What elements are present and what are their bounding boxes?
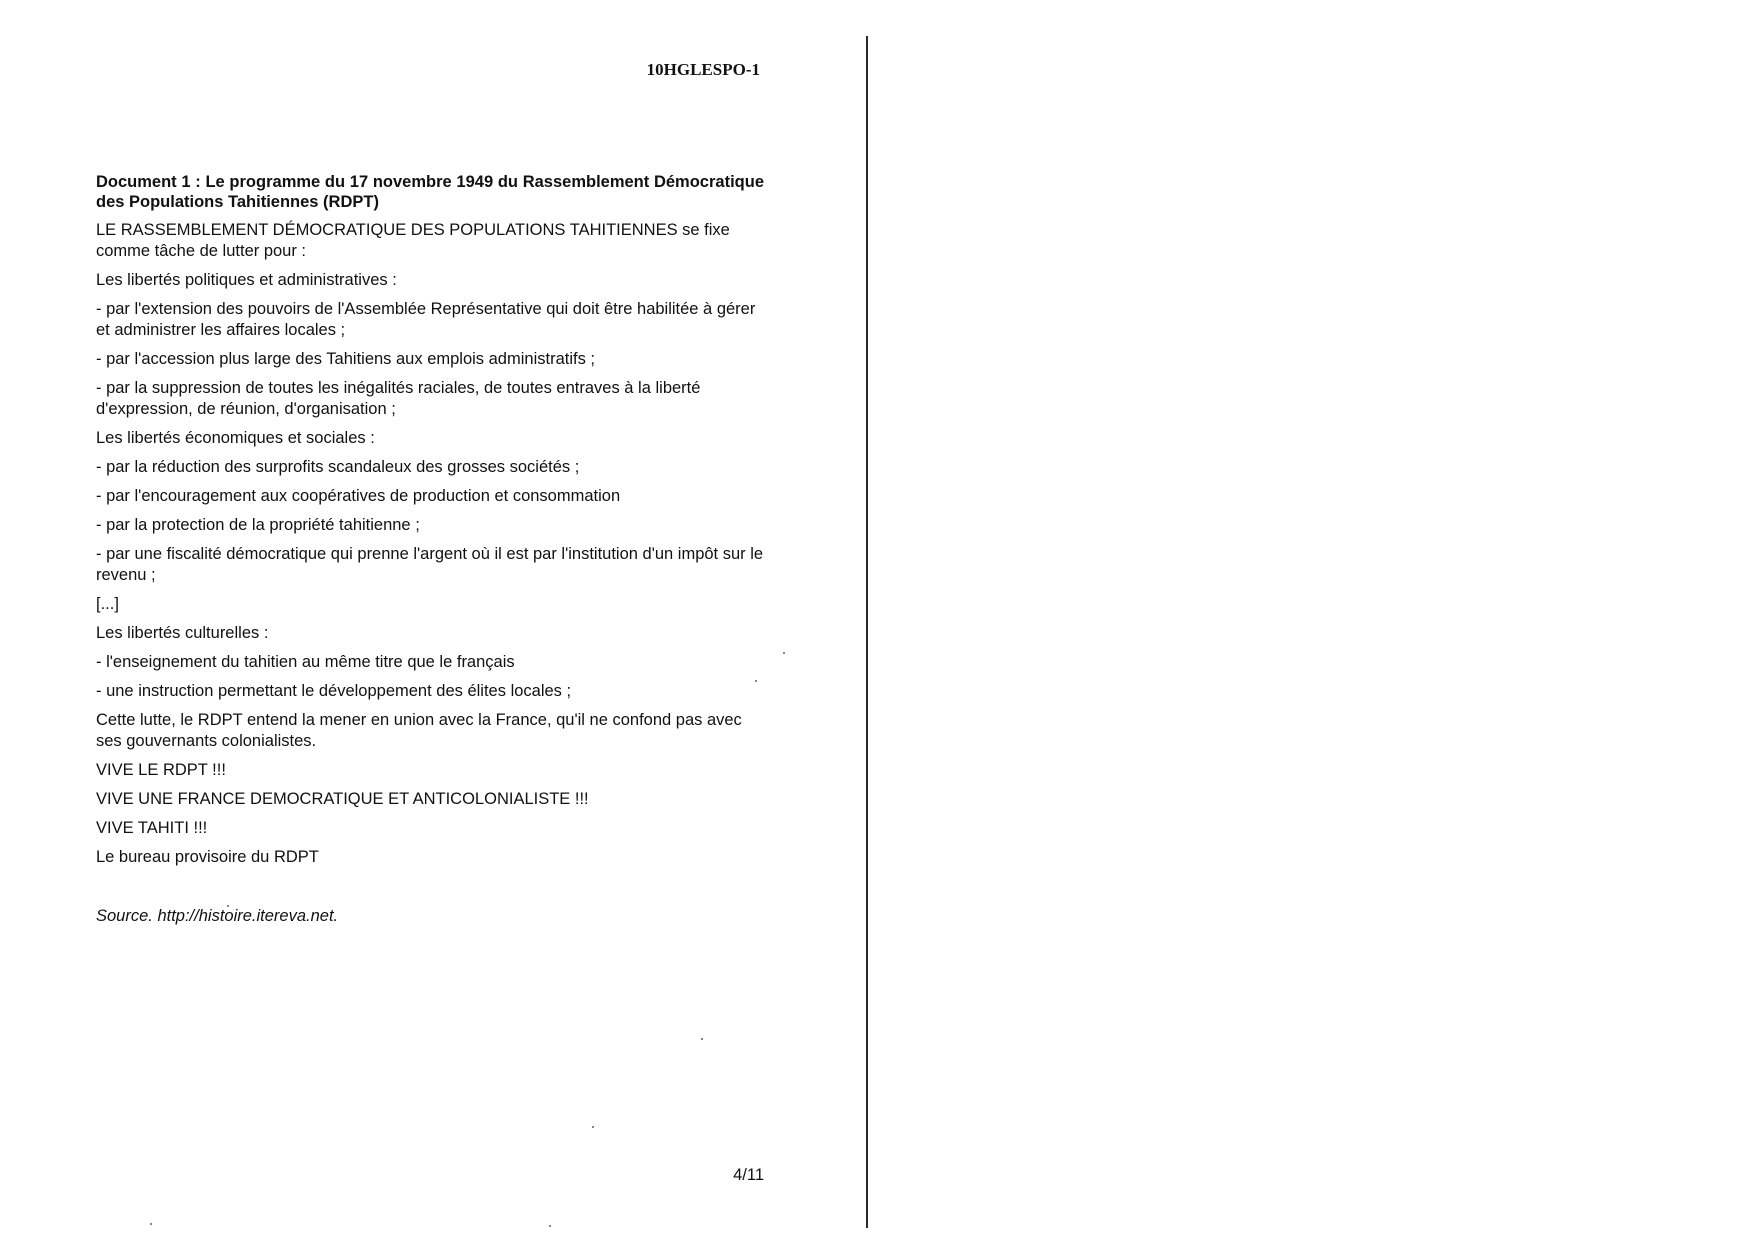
list-item: - par l'encouragement aux coopératives de production et consommation [96, 487, 621, 505]
ellipsis: [...] [96, 595, 119, 613]
document-title: Document 1 : Le programme du 17 novembre 1949 du Rassemblement Démocratique des Populations Tahitiennes (RDPT) [96, 173, 764, 211]
heading-political-freedoms: Les libertés politiques et administratives : [96, 271, 397, 289]
scan-speck [783, 652, 785, 654]
scan-speck [755, 680, 757, 682]
source-citation: Source. http://histoire.itereva.net. [96, 907, 339, 925]
list-item: - l'enseignement du tahitien au même titre que le français [96, 653, 515, 671]
heading-cultural-freedoms: Les libertés culturelles : [96, 624, 269, 642]
scan-speck [592, 1126, 594, 1128]
list-item: - par l'extension des pouvoirs de l'Assemblée Représentative qui doit être habilitée à gérer et administrer les affaires locales ; [96, 300, 756, 339]
scan-speck [150, 1223, 152, 1225]
scan-speck [227, 905, 229, 907]
list-item: - par la protection de la propriété tahitienne ; [96, 516, 420, 534]
signature: Le bureau provisoire du RDPT [96, 848, 319, 866]
scan-speck [701, 1038, 703, 1040]
heading-economic-freedoms: Les libertés économiques et sociales : [96, 429, 375, 447]
scan-speck [549, 1225, 551, 1227]
list-item: - par l'accession plus large des Tahitiens aux emplois administratifs ; [96, 350, 595, 368]
list-item: - par la suppression de toutes les inégalités raciales, de toutes entraves à la liberté d'expression, de réunion, d'organisation ; [96, 379, 701, 418]
list-item: - par la réduction des surprofits scandaleux des grosses sociétés ; [96, 458, 580, 476]
list-item: - par une fiscalité démocratique qui prenne l'argent où il est par l'institution d'un impôt sur le revenu ; [96, 545, 764, 584]
document-code: 10HGLESPO-1 [646, 60, 760, 79]
paragraph-intro: LE RASSEMBLEMENT DÉMOCRATIQUE DES POPULATIONS TAHITIENNES se fixe comme tâche de lutter pour : [96, 221, 730, 260]
list-item: - une instruction permettant le développement des élites locales ; [96, 682, 572, 700]
slogan: VIVE TAHITI !!! [96, 819, 208, 837]
scan-fold-line [866, 36, 868, 1228]
paragraph-union: Cette lutte, le RDPT entend la mener en union avec la France, qu'il ne confond pas avec ses gouvernants colonialistes. [96, 711, 742, 750]
slogan: VIVE UNE FRANCE DEMOCRATIQUE ET ANTICOLONIALISTE !!! [96, 790, 589, 808]
page-number: 4/11 [733, 1166, 764, 1184]
slogan: VIVE LE RDPT !!! [96, 761, 226, 779]
document-body [96, 172, 764, 935]
